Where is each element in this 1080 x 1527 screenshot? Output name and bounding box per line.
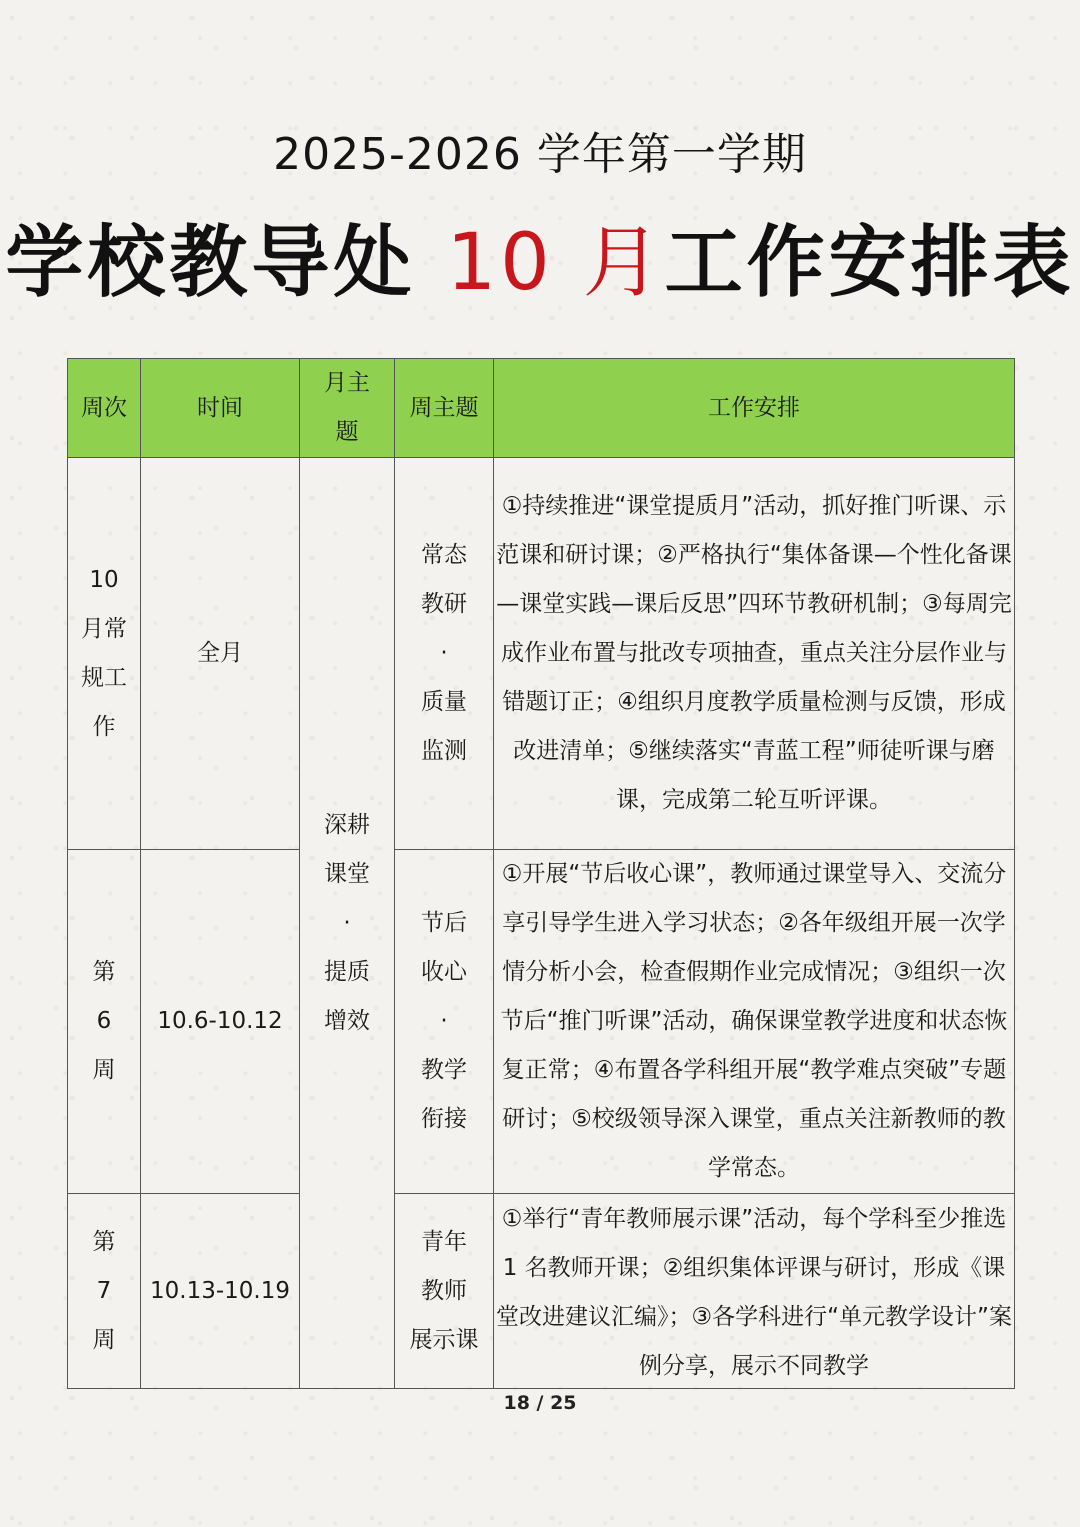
table-row <box>68 1194 1015 1389</box>
header-week-theme: 周主题 <box>395 359 494 458</box>
cell-week-theme: 青年 教师 展示课 <box>395 1194 494 1389</box>
cell-month-theme: 深耕 课堂 · 提质 增效 <box>300 458 395 1389</box>
table-header-row <box>68 359 1015 458</box>
table-row <box>68 458 1015 850</box>
cell-time: 全月 <box>141 458 300 850</box>
cell-work: ①开展“节后收心课”，教师通过课堂导入、交流分享引导学生进入学习状态；②各年级组开展一次学情分析小会，检查假期作业完成情况；③组织一次节后“推门听课”活动，确保课堂教学进度和状态恢复正常；④布置各学科组开展“教学难点突破”专题研讨；⑤校级领导深入课堂，重点关注新教师的教学常态。 <box>494 850 1015 1194</box>
header-week: 周次 <box>68 359 141 458</box>
document-title <box>0 200 1080 312</box>
cell-week: 第 6 周 <box>68 850 141 1194</box>
cell-work: ①举行“青年教师展示课”活动，每个学科至少推选 1 名教师开课；②组织集体评课与研讨，形成《课堂改进建议汇编》；③各学科进行“单元教学设计”案例分享，展示不同教学 <box>494 1194 1015 1389</box>
cell-work: ①持续推进“课堂提质月”活动，抓好推门听课、示范课和研讨课；②严格执行“集体备课—个性化备课—课堂实践—课后反思”四环节教研机制；③每周完成作业布置与批改专项抽查，重点关注分层作业与错题订正；④组织月度教学质量检测与反馈，形成改进清单；⑤继续落实“青蓝工程”师徒听课与磨课，完成第二轮互听评课。 <box>494 458 1015 850</box>
cell-week-theme: 常态 教研 · 质量 监测 <box>395 458 494 850</box>
document-subtitle: 2025-2026 学年第一学期 <box>273 129 807 180</box>
title-prefix: 学校教导处 <box>5 218 416 308</box>
cell-week: 第 7 周 <box>68 1194 141 1389</box>
title-suffix: 工作安排表 <box>664 218 1075 308</box>
title-month: 10 月 <box>446 218 665 308</box>
cell-time: 10.13-10.19 <box>141 1194 300 1389</box>
page-number: 18 / 25 <box>503 1392 577 1414</box>
header-time: 时间 <box>141 359 300 458</box>
header-month-theme: 月主 题 <box>300 359 395 458</box>
header-work: 工作安排 <box>494 359 1015 458</box>
cell-time: 10.6-10.12 <box>141 850 300 1194</box>
cell-week: 10 月常 规工 作 <box>68 458 141 850</box>
table-row <box>68 850 1015 1194</box>
cell-week-theme: 节后 收心 · 教学 衔接 <box>395 850 494 1194</box>
schedule-table <box>67 358 1015 1389</box>
